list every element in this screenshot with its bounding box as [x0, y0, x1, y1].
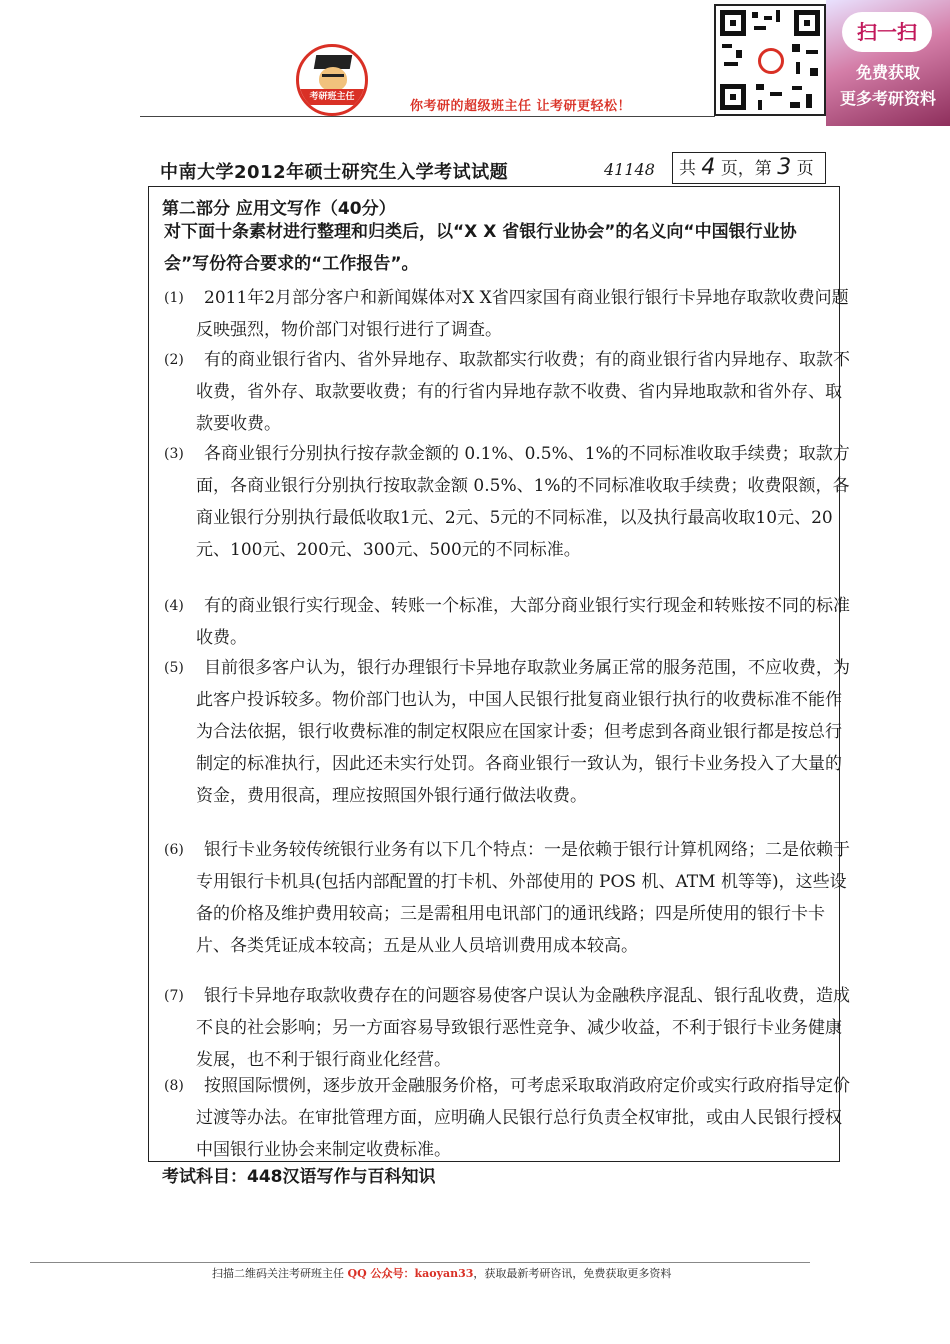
qr-module — [792, 44, 800, 52]
page-total: 4 — [701, 155, 716, 180]
item-text: 银行卡业务较传统银行业务有以下几个特点：一是依赖于银行计算机网络；二是依赖于专用银行卡机具(包括内部配置的打卡机、外部使用的 POS 机、ATM 机等等)，这些设备的价格及维护费用较高；三是需租用电讯部门的通讯线路；四是所使用的银行卡卡片、各类凭证成本较高；五是从业人员培训费用成本较高。 — [196, 840, 850, 956]
item-number: (7) — [164, 988, 184, 1004]
promo-line-2: 更多考研资料 — [839, 89, 936, 108]
qr-module — [806, 50, 818, 54]
item-number: (4) — [164, 598, 184, 614]
item-text: 有的商业银行实行现金、转账一个标准，大部分商业银行实行现金和转账按不同的标准收费。 — [196, 596, 850, 648]
qr-module — [752, 12, 758, 18]
qr-module — [754, 26, 766, 30]
section-heading: 第二部分 应用文写作（40分） — [162, 199, 396, 219]
promo-line-1: 免费获取 — [855, 63, 920, 82]
material-item — [164, 980, 854, 1076]
qr-module — [764, 16, 772, 20]
qr-code-icon[interactable] — [714, 4, 826, 116]
page-counter — [672, 152, 826, 184]
qr-finder — [794, 10, 820, 36]
glasses-icon — [322, 74, 344, 83]
qr-module — [770, 92, 782, 96]
page-suffix: 页 — [796, 159, 814, 179]
item-text: 有的商业银行省内、省外异地存、取款都实行收费；有的商业银行省内异地存、取款不收费，省外存、取款要收费；有的行省内异地存款不收费、省内异地取款和省外存、取款要收费。 — [196, 350, 850, 434]
material-item — [164, 1070, 854, 1166]
exam-code: 41148 — [604, 160, 655, 179]
exam-subject: 考试科目：448汉语写作与百科知识 — [162, 1167, 436, 1187]
header-divider — [140, 116, 715, 117]
material-item — [164, 834, 854, 962]
qr-module — [792, 86, 802, 90]
qr-module — [810, 68, 818, 76]
promo-badge: 扫一扫 — [842, 12, 932, 52]
footer-text-tail: ，获取最新考研咨讯，免费获取更多资料 — [473, 1267, 672, 1280]
qr-module — [756, 84, 764, 90]
material-item — [164, 344, 854, 440]
qr-module — [758, 100, 762, 110]
qr-module — [790, 102, 800, 108]
material-item — [164, 590, 854, 654]
item-number: (3) — [164, 446, 184, 462]
brand-logo — [296, 44, 368, 116]
promo-banner[interactable] — [826, 0, 950, 126]
exam-title: 中南大学2012年硕士研究生入学考试试题 — [160, 162, 509, 183]
item-number: (8) — [164, 1078, 184, 1094]
item-number: (1) — [164, 290, 184, 306]
material-item — [164, 282, 854, 346]
item-text: 2011年2月部分客户和新闻媒体对X X省四家国有商业银行银行卡异地存取款收费问题反映强烈，物价部门对银行进行了调查。 — [196, 288, 849, 340]
page-current: 3 — [777, 155, 792, 180]
qr-module — [736, 50, 742, 58]
qr-module — [806, 94, 812, 108]
page-mid: 页，第 — [720, 159, 772, 179]
footer-text: 扫描二维码关注考研班主任 — [212, 1267, 348, 1280]
qr-module — [724, 62, 738, 66]
slogan: 你考研的超级班主任 让考研更轻松！ — [410, 99, 632, 114]
footer-divider — [30, 1262, 810, 1263]
material-item — [164, 652, 854, 812]
item-number: (6) — [164, 842, 184, 858]
logo-ribbon: 考研班主任 — [299, 89, 365, 105]
qr-module — [722, 44, 732, 48]
item-text: 各商业银行分别执行按存款金额的 0.1%、0.5%、1%的不同标准收取手续费；取款方面，各商业银行分别执行按取款金额 0.5%、1%的不同标准收取手续费；收费限额，各商业银行分别执行最低收取1元、2元、5元的不同标准，以及执行最高收取10元、20元、100元、200元、300元、500元的不同标准。 — [196, 444, 850, 560]
qr-finder — [720, 10, 746, 36]
qr-module — [796, 62, 800, 74]
question-intro: 对下面十条素材进行整理和归类后，以“X X 省银行业协会”的名义向“中国银行业协会”写份符合要求的“工作报告”。 — [164, 222, 797, 274]
item-number: (2) — [164, 352, 184, 368]
qr-module — [776, 10, 780, 22]
material-item — [164, 438, 854, 566]
item-text: 目前很多客户认为，银行办理银行卡异地存取款业务属正常的服务范围，不应收费，为此客户投诉较多。物价部门也认为，中国人民银行批复商业银行执行的收费标准不能作为合法依据，银行收费标准的制定权限应在国家计委；但考虑到各商业银行都是按总行制定的标准执行，因此还未实行处罚。各商业银行一致认为，银行卡业务投入了大量的资金，费用很高，理应按照国外银行通行做法收费。 — [196, 658, 850, 806]
item-text: 银行卡异地存取款收费存在的问题容易使客户误认为金融秩序混乱、银行乱收费，造成不良的社会影响；另一方面容易导致银行恶性竞争、减少收益，不利于银行卡业务健康发展，也不利于银行商业化经营。 — [196, 986, 850, 1070]
footer-note — [212, 1265, 671, 1281]
item-text: 按照国际惯例，逐步放开金融服务价格，可考虑采取取消政府定价或实行政府指导定价过渡等办法。在审批管理方面，应明确人民银行总行负责全权审批，或由人民银行授权中国银行业协会来制定收费标准。 — [196, 1076, 850, 1160]
footer-qq-account[interactable]: QQ 公众号：kaoyan33 — [347, 1267, 474, 1280]
page-prefix: 共 — [679, 159, 696, 179]
qr-finder — [720, 84, 746, 110]
item-number: (5) — [164, 660, 184, 676]
qr-center-logo-icon — [758, 48, 784, 74]
